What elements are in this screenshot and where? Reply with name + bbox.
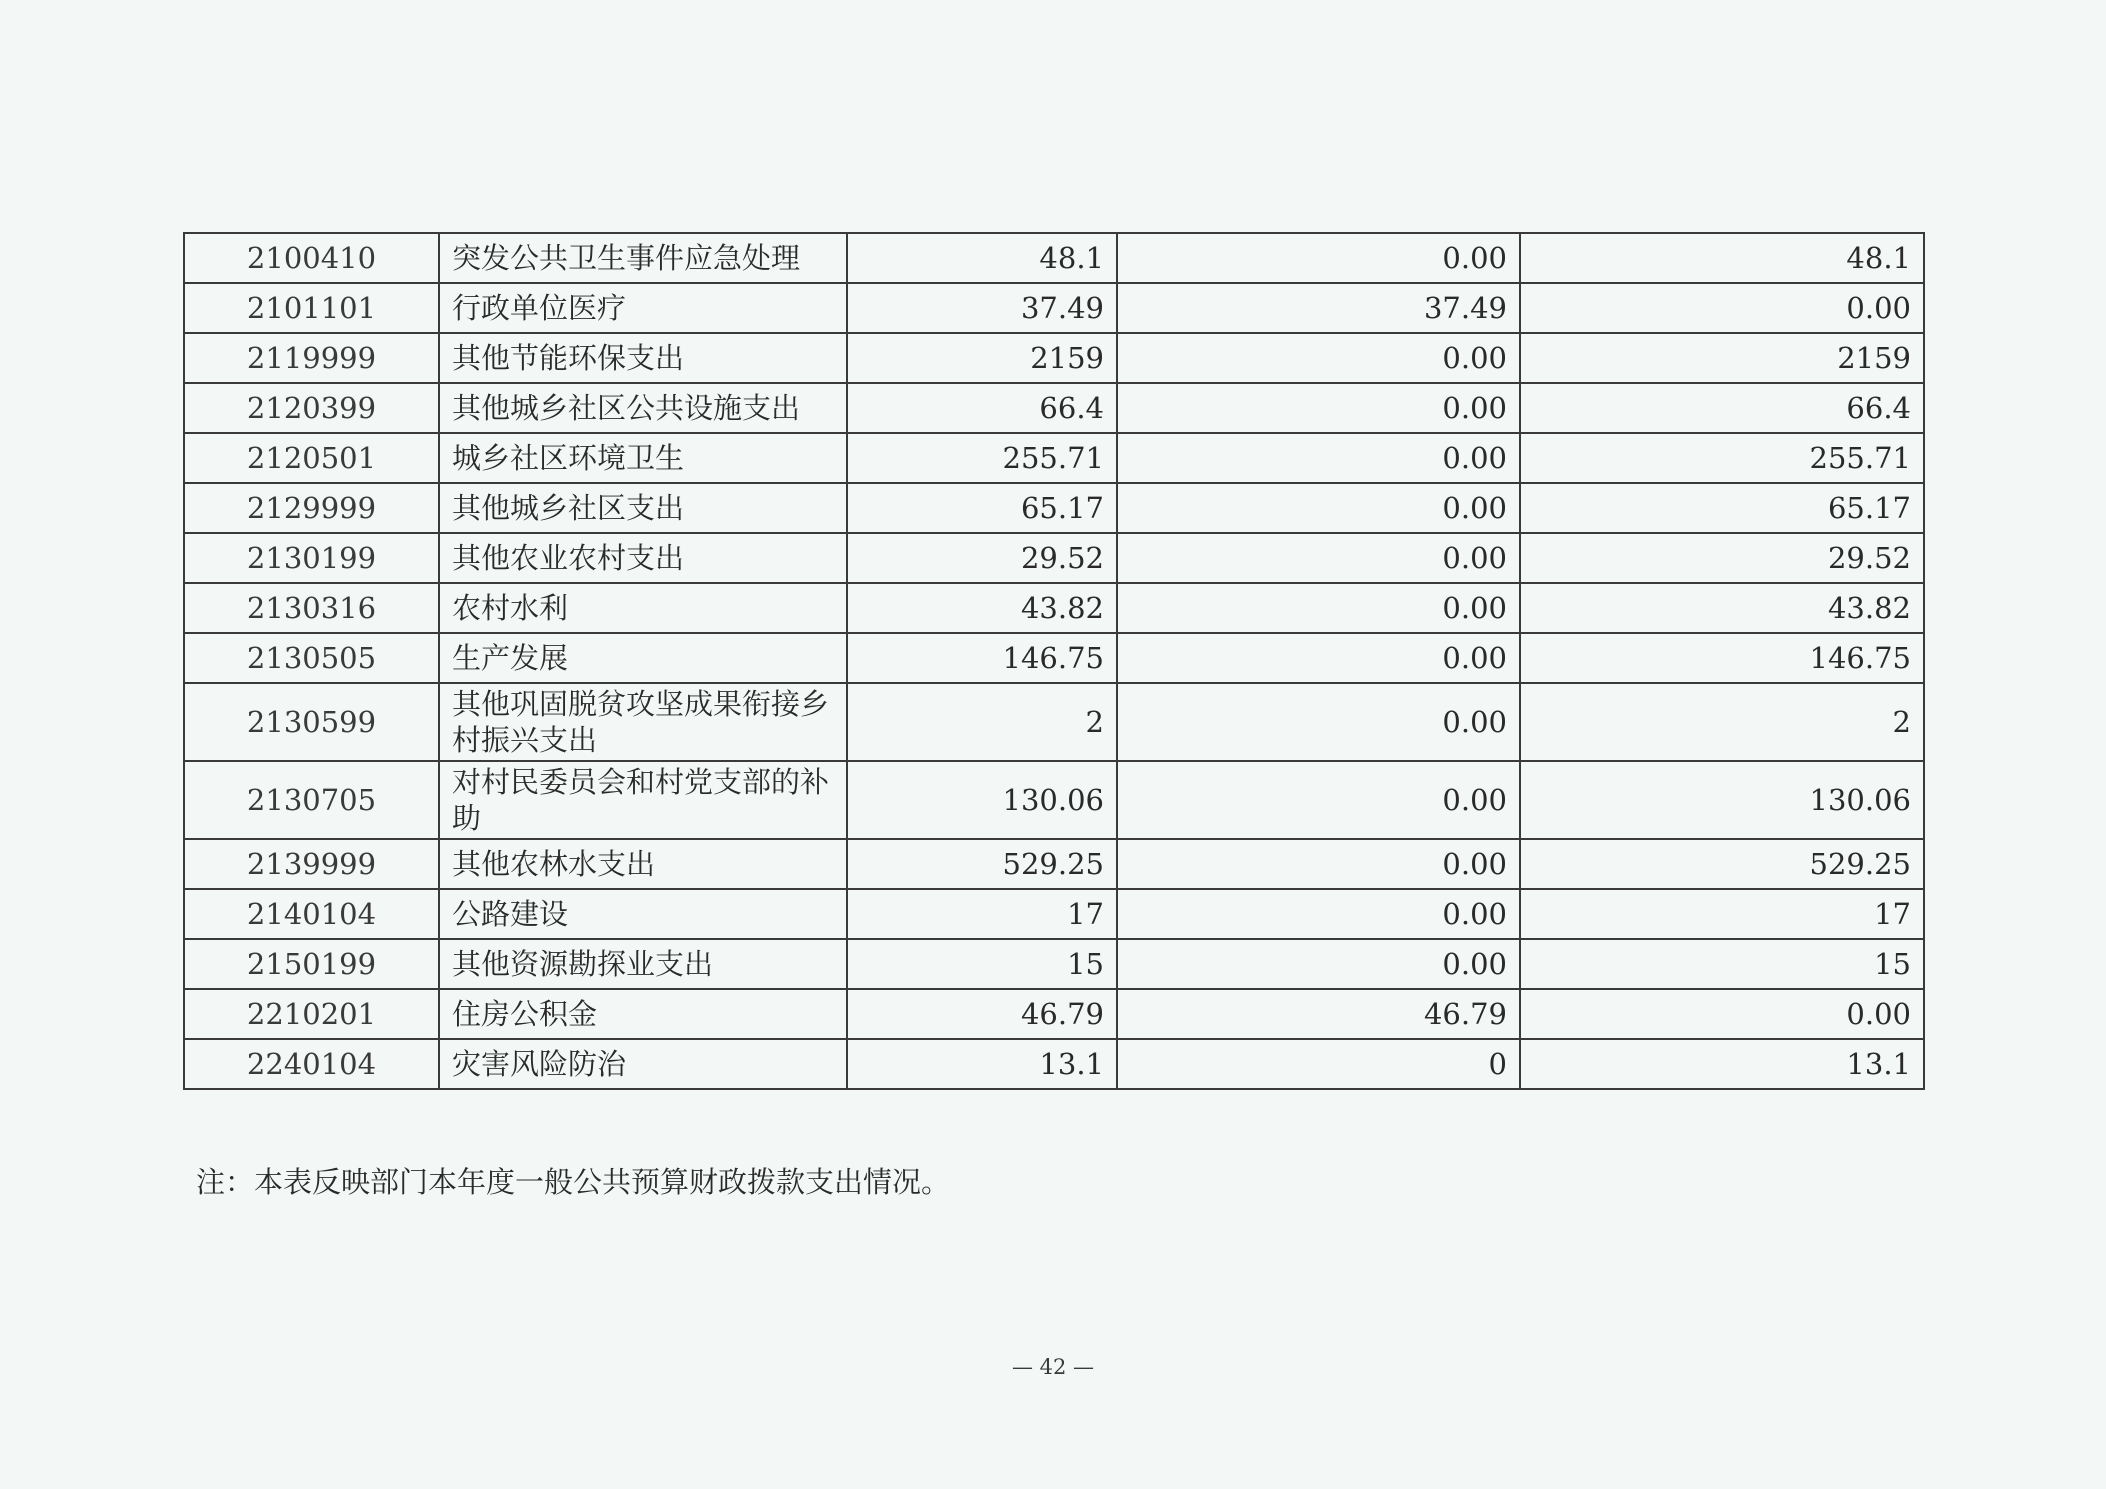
subject-name: 其他城乡社区公共设施支出 [439,383,847,433]
subject-code: 2130505 [184,633,439,683]
basic-expenditure: 0.00 [1117,433,1520,483]
project-expenditure: 13.1 [1520,1039,1924,1089]
subject-name: 其他农林水支出 [439,839,847,889]
subject-code: 2140104 [184,889,439,939]
subject-code: 2120501 [184,433,439,483]
total-amount: 46.79 [847,989,1117,1039]
project-expenditure: 15 [1520,939,1924,989]
basic-expenditure: 0.00 [1117,333,1520,383]
total-amount: 13.1 [847,1039,1117,1089]
project-expenditure: 0.00 [1520,283,1924,333]
table-row [184,989,1924,1039]
table-row [184,383,1924,433]
subject-name: 农村水利 [439,583,847,633]
project-expenditure: 0.00 [1520,989,1924,1039]
project-expenditure: 130.06 [1520,761,1924,839]
basic-expenditure: 46.79 [1117,989,1520,1039]
basic-expenditure: 0.00 [1117,839,1520,889]
table-row [184,233,1924,283]
table-row [184,839,1924,889]
subject-name: 灾害风险防治 [439,1039,847,1089]
table-row [184,1039,1924,1089]
subject-name: 行政单位医疗 [439,283,847,333]
total-amount: 65.17 [847,483,1117,533]
total-amount: 255.71 [847,433,1117,483]
subject-code: 2130199 [184,533,439,583]
subject-code: 2210201 [184,989,439,1039]
page-number: — 42 — [1011,1355,1095,1379]
subject-name: 其他巩固脱贫攻坚成果衔接乡村振兴支出 [439,683,847,761]
table-row [184,761,1924,839]
project-expenditure: 43.82 [1520,583,1924,633]
project-expenditure: 48.1 [1520,233,1924,283]
table-row [184,683,1924,761]
project-expenditure: 66.4 [1520,383,1924,433]
subject-code: 2150199 [184,939,439,989]
total-amount: 48.1 [847,233,1117,283]
table-row [184,483,1924,533]
basic-expenditure: 0.00 [1117,383,1520,433]
basic-expenditure: 0.00 [1117,939,1520,989]
subject-code: 2130705 [184,761,439,839]
basic-expenditure: 0.00 [1117,533,1520,583]
total-amount: 2 [847,683,1117,761]
table-row [184,433,1924,483]
subject-code: 2130316 [184,583,439,633]
table-row [184,283,1924,333]
total-amount: 43.82 [847,583,1117,633]
subject-name: 突发公共卫生事件应急处理 [439,233,847,283]
subject-code: 2139999 [184,839,439,889]
subject-name: 城乡社区环境卫生 [439,433,847,483]
project-expenditure: 2159 [1520,333,1924,383]
subject-name: 对村民委员会和村党支部的补助 [439,761,847,839]
table-row [184,633,1924,683]
subject-name: 其他城乡社区支出 [439,483,847,533]
basic-expenditure: 0.00 [1117,683,1520,761]
subject-code: 2101101 [184,283,439,333]
basic-expenditure: 0.00 [1117,761,1520,839]
total-amount: 17 [847,889,1117,939]
project-expenditure: 255.71 [1520,433,1924,483]
table-row [184,333,1924,383]
total-amount: 529.25 [847,839,1117,889]
basic-expenditure: 0.00 [1117,233,1520,283]
subject-code: 2240104 [184,1039,439,1089]
basic-expenditure: 0.00 [1117,583,1520,633]
total-amount: 2159 [847,333,1117,383]
total-amount: 29.52 [847,533,1117,583]
project-expenditure: 146.75 [1520,633,1924,683]
table-note: 注：本表反映部门本年度一般公共预算财政拨款支出情况。 [196,1165,951,1199]
budget-expenditure-table [183,232,1925,1090]
subject-name: 生产发展 [439,633,847,683]
subject-code: 2130599 [184,683,439,761]
table-row [184,889,1924,939]
basic-expenditure: 37.49 [1117,283,1520,333]
total-amount: 130.06 [847,761,1117,839]
table-row [184,939,1924,989]
total-amount: 146.75 [847,633,1117,683]
project-expenditure: 529.25 [1520,839,1924,889]
subject-name: 其他资源勘探业支出 [439,939,847,989]
subject-name: 公路建设 [439,889,847,939]
table-row [184,533,1924,583]
table-row [184,583,1924,633]
basic-expenditure: 0 [1117,1039,1520,1089]
total-amount: 15 [847,939,1117,989]
project-expenditure: 65.17 [1520,483,1924,533]
basic-expenditure: 0.00 [1117,633,1520,683]
basic-expenditure: 0.00 [1117,889,1520,939]
subject-code: 2129999 [184,483,439,533]
subject-name: 其他节能环保支出 [439,333,847,383]
total-amount: 37.49 [847,283,1117,333]
subject-code: 2119999 [184,333,439,383]
subject-name: 其他农业农村支出 [439,533,847,583]
total-amount: 66.4 [847,383,1117,433]
subject-name: 住房公积金 [439,989,847,1039]
project-expenditure: 2 [1520,683,1924,761]
subject-code: 2100410 [184,233,439,283]
project-expenditure: 17 [1520,889,1924,939]
basic-expenditure: 0.00 [1117,483,1520,533]
project-expenditure: 29.52 [1520,533,1924,583]
subject-code: 2120399 [184,383,439,433]
